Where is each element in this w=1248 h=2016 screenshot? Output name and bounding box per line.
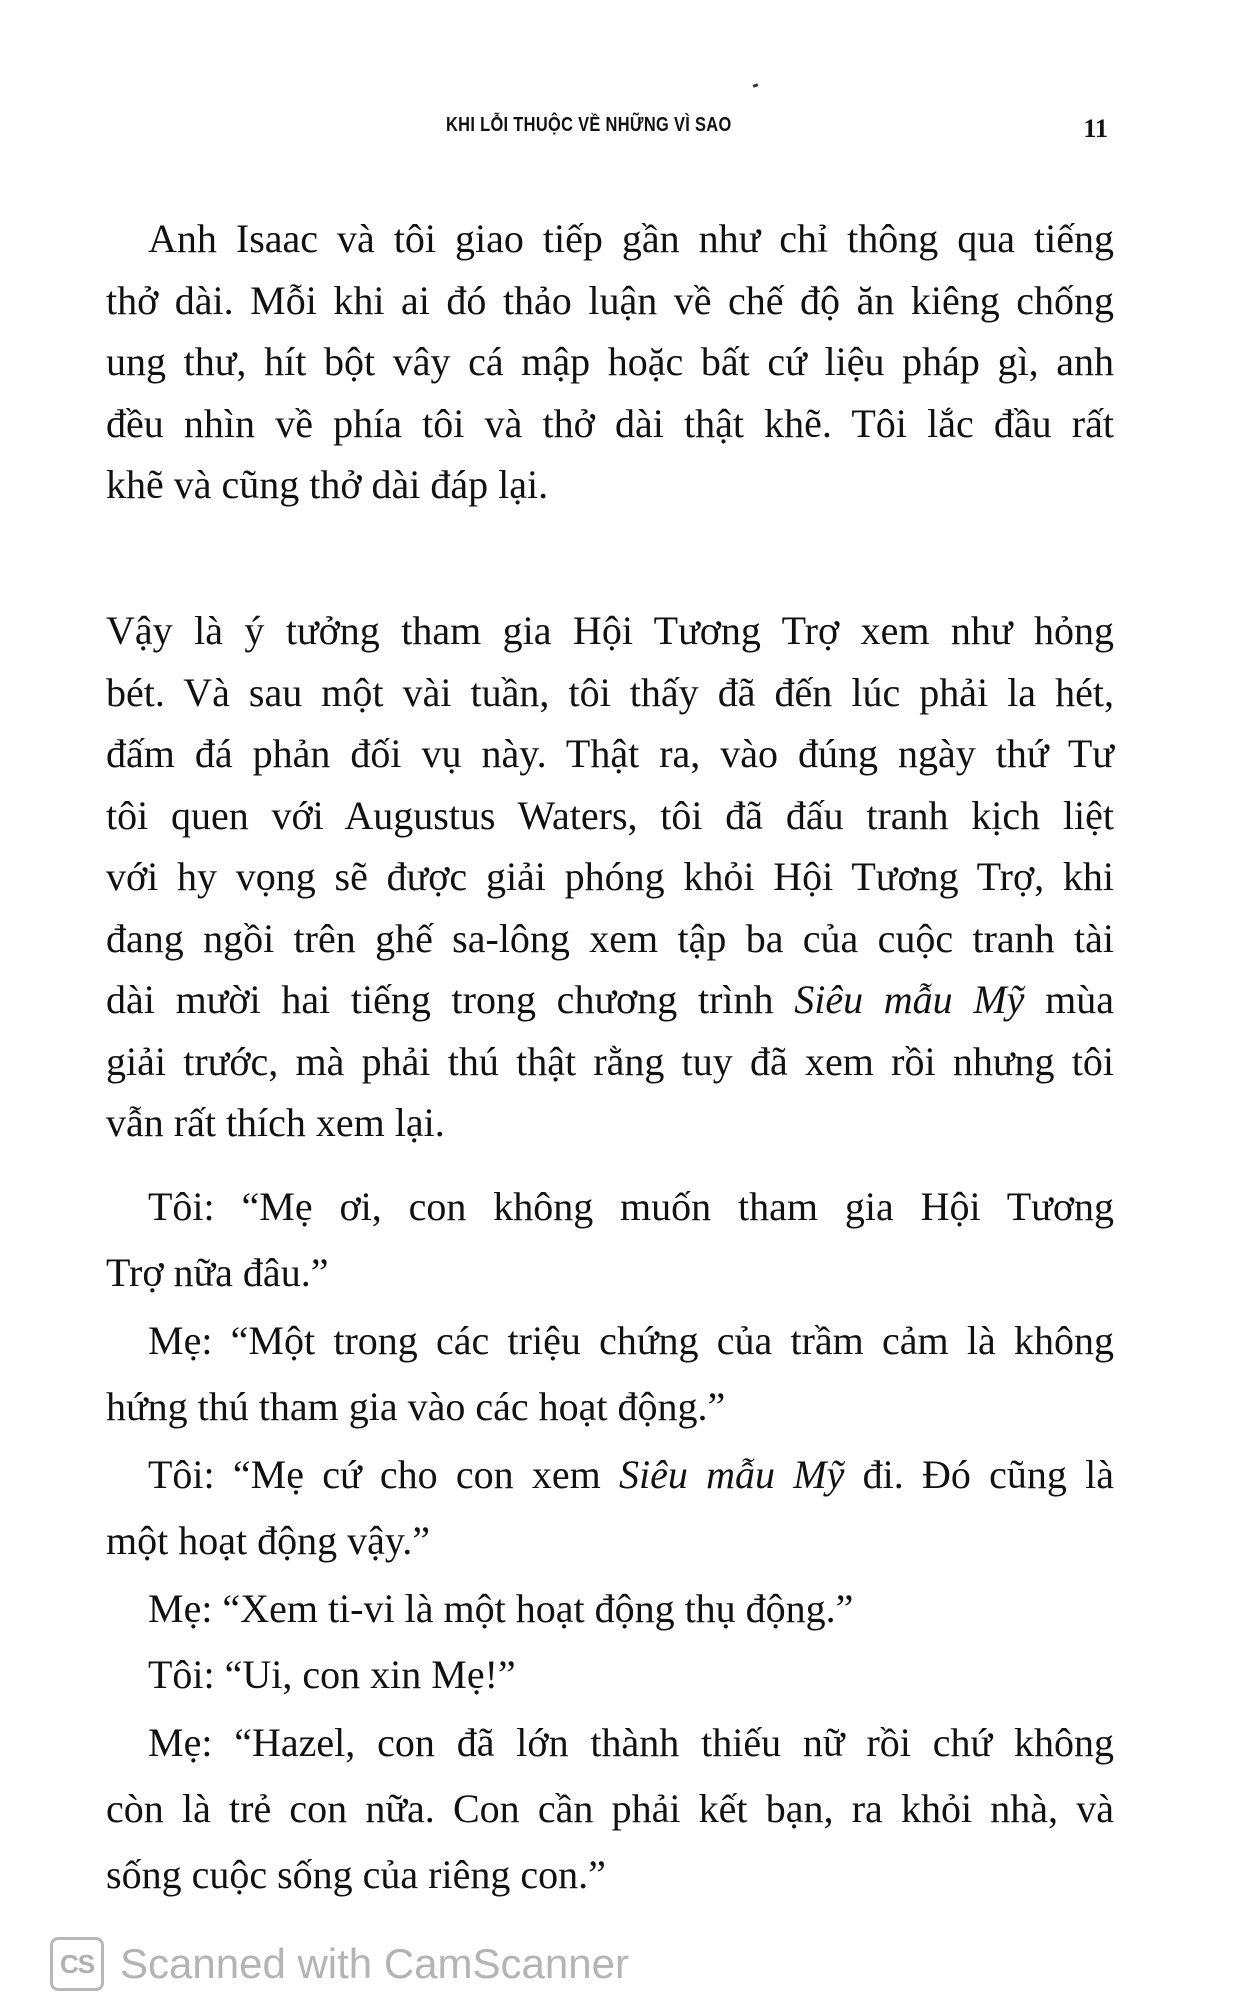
text-run: dài mười hai tiếng trong chương trình: [106, 977, 795, 1022]
dialogue-text: còn là trẻ con nữa. Con cần phải kết bạn, ra khỏi nhà, và: [106, 1786, 1114, 1831]
dialogue-line-2: [106, 1310, 1114, 1442]
paragraph-1: [106, 208, 1114, 516]
watermark-text: Scanned with CamScanner: [120, 1940, 629, 1987]
paragraph-line: vẫn rất thích xem lại.: [106, 1100, 445, 1145]
dialogue-text: một hoạt động vậy.”: [106, 1518, 431, 1563]
dialogue-text: sống cuộc sống của riêng con.”: [106, 1852, 606, 1897]
paragraph-line: khẽ và cũng thở dài đáp lại.: [106, 462, 549, 507]
dialogue-line-1: [106, 1176, 1114, 1308]
paragraph-line: đấm đá phản đối vụ này. Thật ra, vào đúng ngày thứ Tư: [106, 731, 1114, 776]
text-run: đi. Đó cũng là: [844, 1452, 1114, 1497]
dialogue-line-6: [106, 1712, 1114, 1910]
dialogue-text: Mẹ: “Một trong các triệu chứng của trầm cảm là không: [148, 1318, 1114, 1363]
show-title-italic: Siêu mẫu Mỹ: [794, 977, 1025, 1022]
dialogue-text: hứng thú tham gia vào các hoạt động.”: [106, 1384, 726, 1429]
paragraph-line: giải trước, mà phải thú thật rằng tuy đã xem rồi nhưng tôi: [106, 1038, 1114, 1084]
paragraph-line: ung thư, hít bột vây cá mập hoặc bất cứ liệu pháp gì, anh: [106, 339, 1114, 384]
dialogue-line-4: [106, 1578, 1114, 1644]
paragraph-line: thở dài. Mỗi khi ai đó thảo luận về chế độ ăn kiêng chống: [106, 277, 1114, 323]
running-header: [0, 114, 1248, 150]
paragraph-line: Anh Isaac và tôi giao tiếp gần như chỉ thông qua tiếng: [148, 216, 1114, 261]
show-title-italic: Siêu mẫu Mỹ: [619, 1452, 845, 1497]
paragraph-line: với hy vọng sẽ được giải phóng khỏi Hội Tương Trợ, khi: [106, 854, 1114, 899]
paragraph-line: tôi quen với Augustus Waters, tôi đã đấu tranh kịch liệt: [106, 792, 1114, 838]
paragraph-line: Vậy là ý tưởng tham gia Hội Tương Trợ xem như hỏng: [106, 608, 1114, 653]
paragraph-line: đều nhìn về phía tôi và thở dài thật khẽ. Tôi lắc đầu rất: [106, 400, 1114, 446]
dialogue-text: Tôi: “Mẹ ơi, con không muốn tham gia Hội Tương: [148, 1184, 1114, 1229]
camscanner-watermark: [50, 1934, 629, 1994]
paragraph-2: [106, 600, 1114, 1154]
running-title: KHI LỖI THUỘC VỀ NHỮNG VÌ SAO: [446, 114, 732, 136]
paragraph-line: bét. Và sau một vài tuần, tôi thấy đã đến lúc phải la hét,: [106, 669, 1114, 715]
dialogue-text: [106, 1444, 1114, 1510]
dialogue-text: Mẹ: “Xem ti-vi là một hoạt động thụ động.”: [148, 1586, 854, 1631]
paragraph-line: [106, 969, 1114, 1031]
text-run: Tôi: “Mẹ cứ cho con xem: [148, 1452, 620, 1497]
dialogue-text: Tôi: “Ui, con xin Mẹ!”: [148, 1652, 516, 1697]
dialogue-line-3: [106, 1444, 1114, 1576]
dialogue-line-5: [106, 1644, 1114, 1710]
text-run: mùa: [1024, 977, 1114, 1022]
page-number: 11: [1083, 114, 1108, 143]
camscanner-logo-icon: CS: [50, 1937, 104, 1991]
paragraph-line: đang ngồi trên ghế sa-lông xem tập ba của cuộc tranh tài: [106, 915, 1114, 961]
dialogue-text: Trợ nữa đâu.”: [106, 1250, 329, 1295]
dialogue-text: Mẹ: “Hazel, con đã lớn thành thiếu nữ rồi chứ không: [148, 1720, 1114, 1765]
scan-speck: [753, 83, 759, 88]
